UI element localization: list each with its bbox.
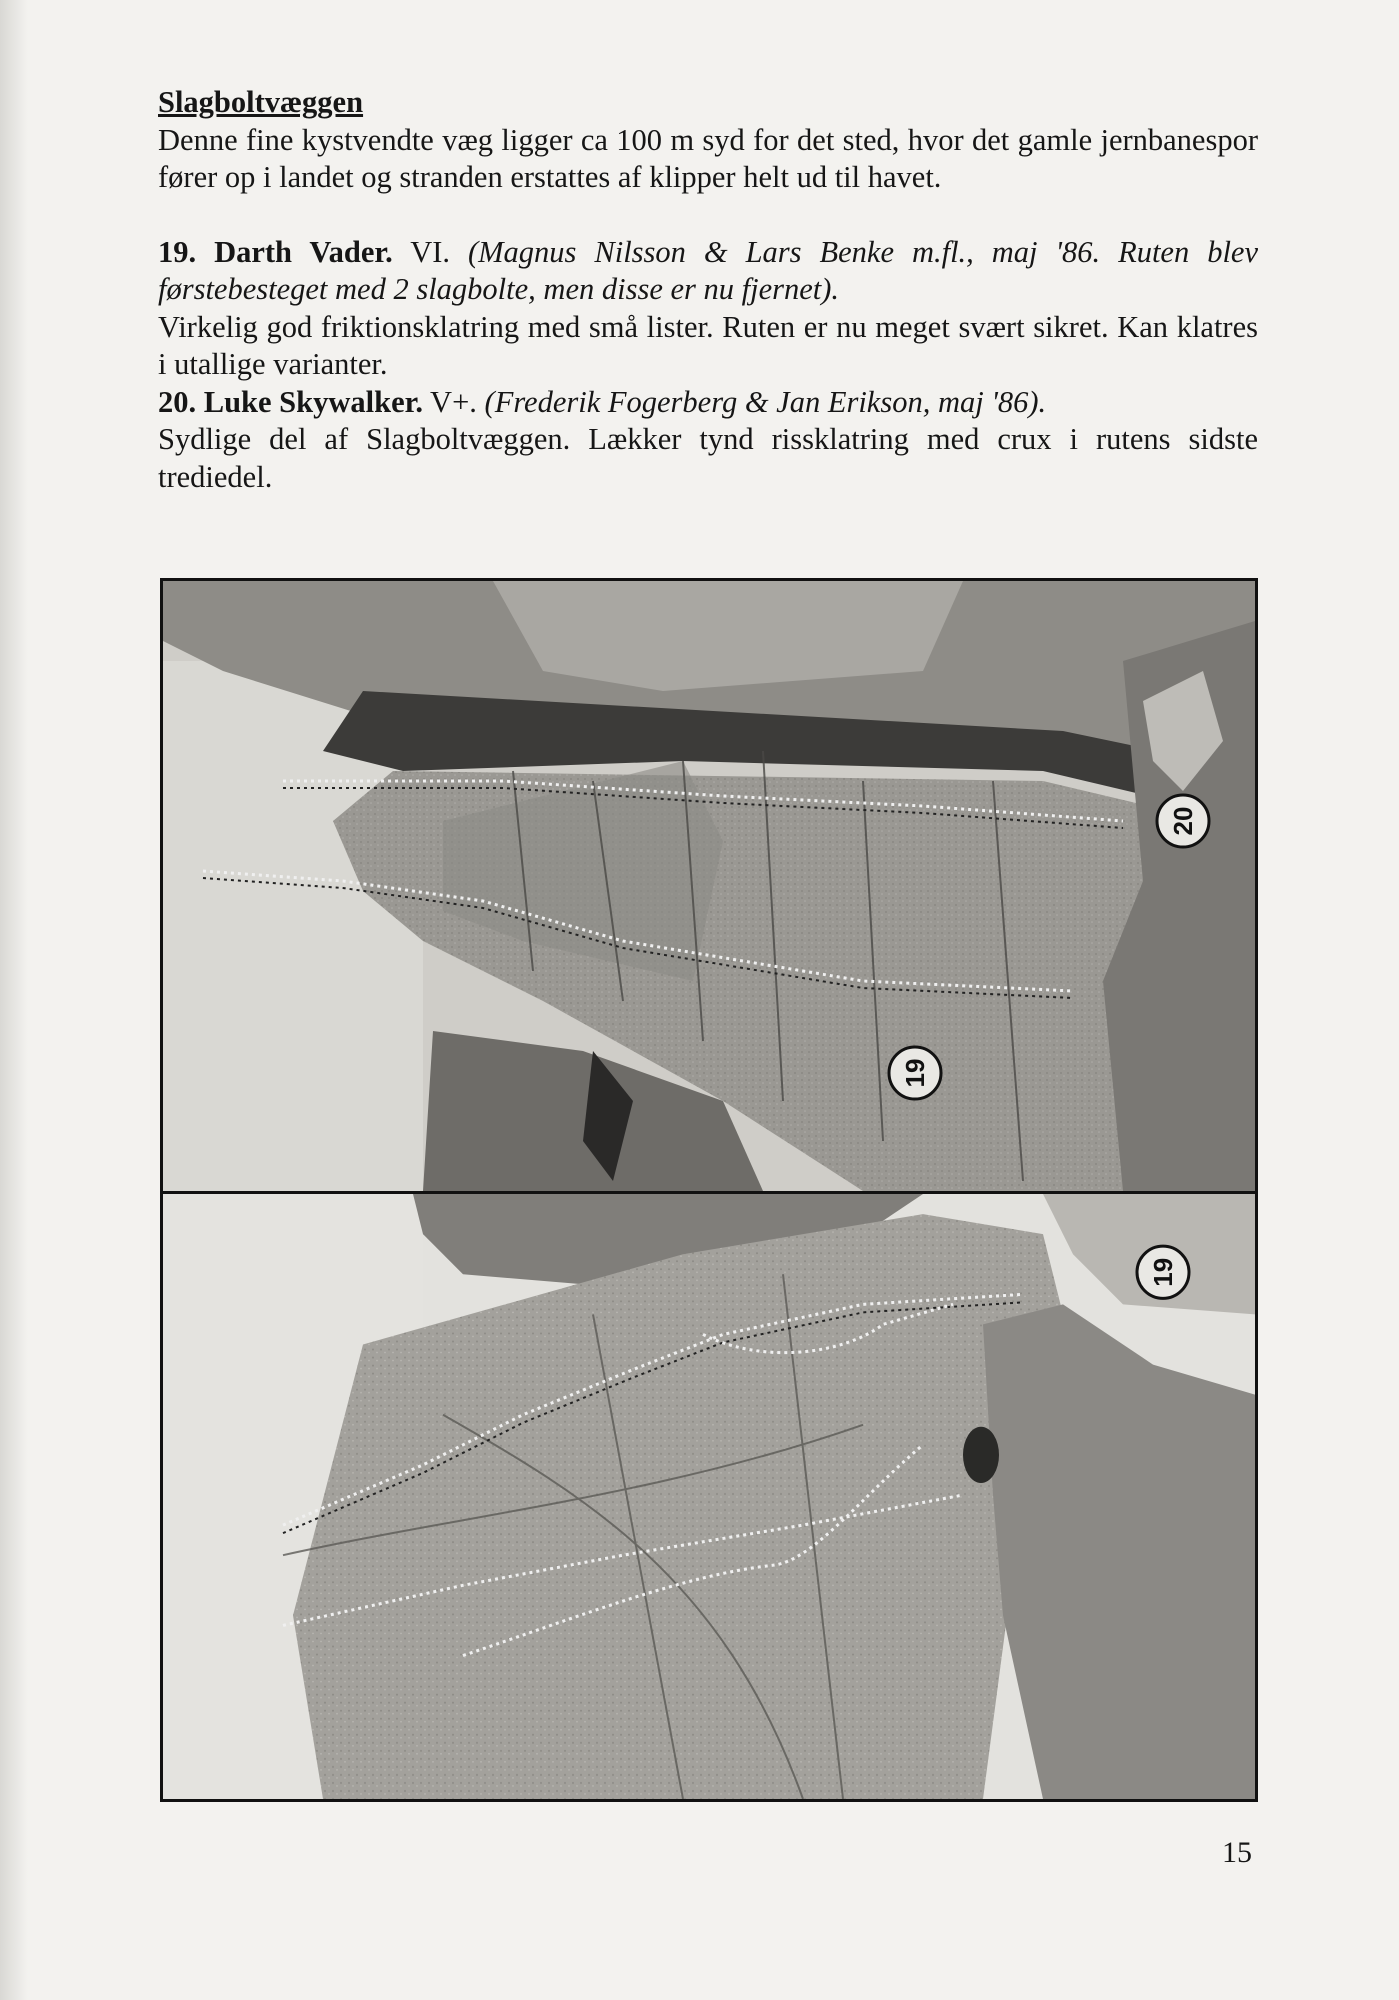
route-19-badge-bottom <box>1137 1246 1189 1298</box>
rock-face-photo-bottom <box>163 1194 1255 1799</box>
page-number: 15 <box>1222 1836 1252 1869</box>
route-20-first-ascent: (Frederik Fogerberg & Jan Erikson, maj '86). <box>484 384 1047 419</box>
rock-face-photo-top <box>163 581 1255 1191</box>
route-19-description: Virkelig god friktionsklatring med små lister. Ruten er nu meget svært sikret. Kan klatres i utallige varianter. <box>158 309 1258 381</box>
topo-photo-top <box>163 581 1255 1194</box>
page-binding-shadow <box>0 0 28 2000</box>
guidebook-text <box>158 84 1258 496</box>
route-19-first-ascent: (Magnus Nilsson & Lars Benke m.fl., maj '86. Ruten blev førstebesteget med 2 slagbolte, men disse er nu fjernet). <box>158 234 1258 306</box>
route-20-grade: V+. <box>430 384 477 419</box>
svg-text:19: 19 <box>900 1058 930 1088</box>
section-intro: Denne fine kystvendte væg ligger ca 100 m syd for det sted, hvor det gamle jernbanespor fører op i landet og stranden erstattes af klipper helt ud til havet. <box>158 122 1258 194</box>
route-20-description: Sydlige del af Slagboltvæggen. Lækker tynd rissklatring med crux i rutens sidste trediedel. <box>158 422 1258 494</box>
route-19-title: 19. Darth Vader. <box>158 234 393 269</box>
route-19-badge <box>889 1047 941 1099</box>
svg-text:19: 19 <box>1148 1257 1178 1287</box>
route-19-grade: VI. <box>410 234 451 269</box>
topo-photo-frame <box>160 578 1258 1802</box>
route-20-title: 20. Luke Skywalker. <box>158 384 423 419</box>
route-20-badge <box>1157 795 1209 847</box>
svg-text:20: 20 <box>1168 806 1198 836</box>
climber-figure <box>963 1427 999 1483</box>
route-20-header <box>158 384 1258 422</box>
section-heading: Slagboltvæggen <box>158 85 364 119</box>
route-19-header <box>158 234 1258 309</box>
topo-photo-bottom <box>163 1194 1255 1799</box>
